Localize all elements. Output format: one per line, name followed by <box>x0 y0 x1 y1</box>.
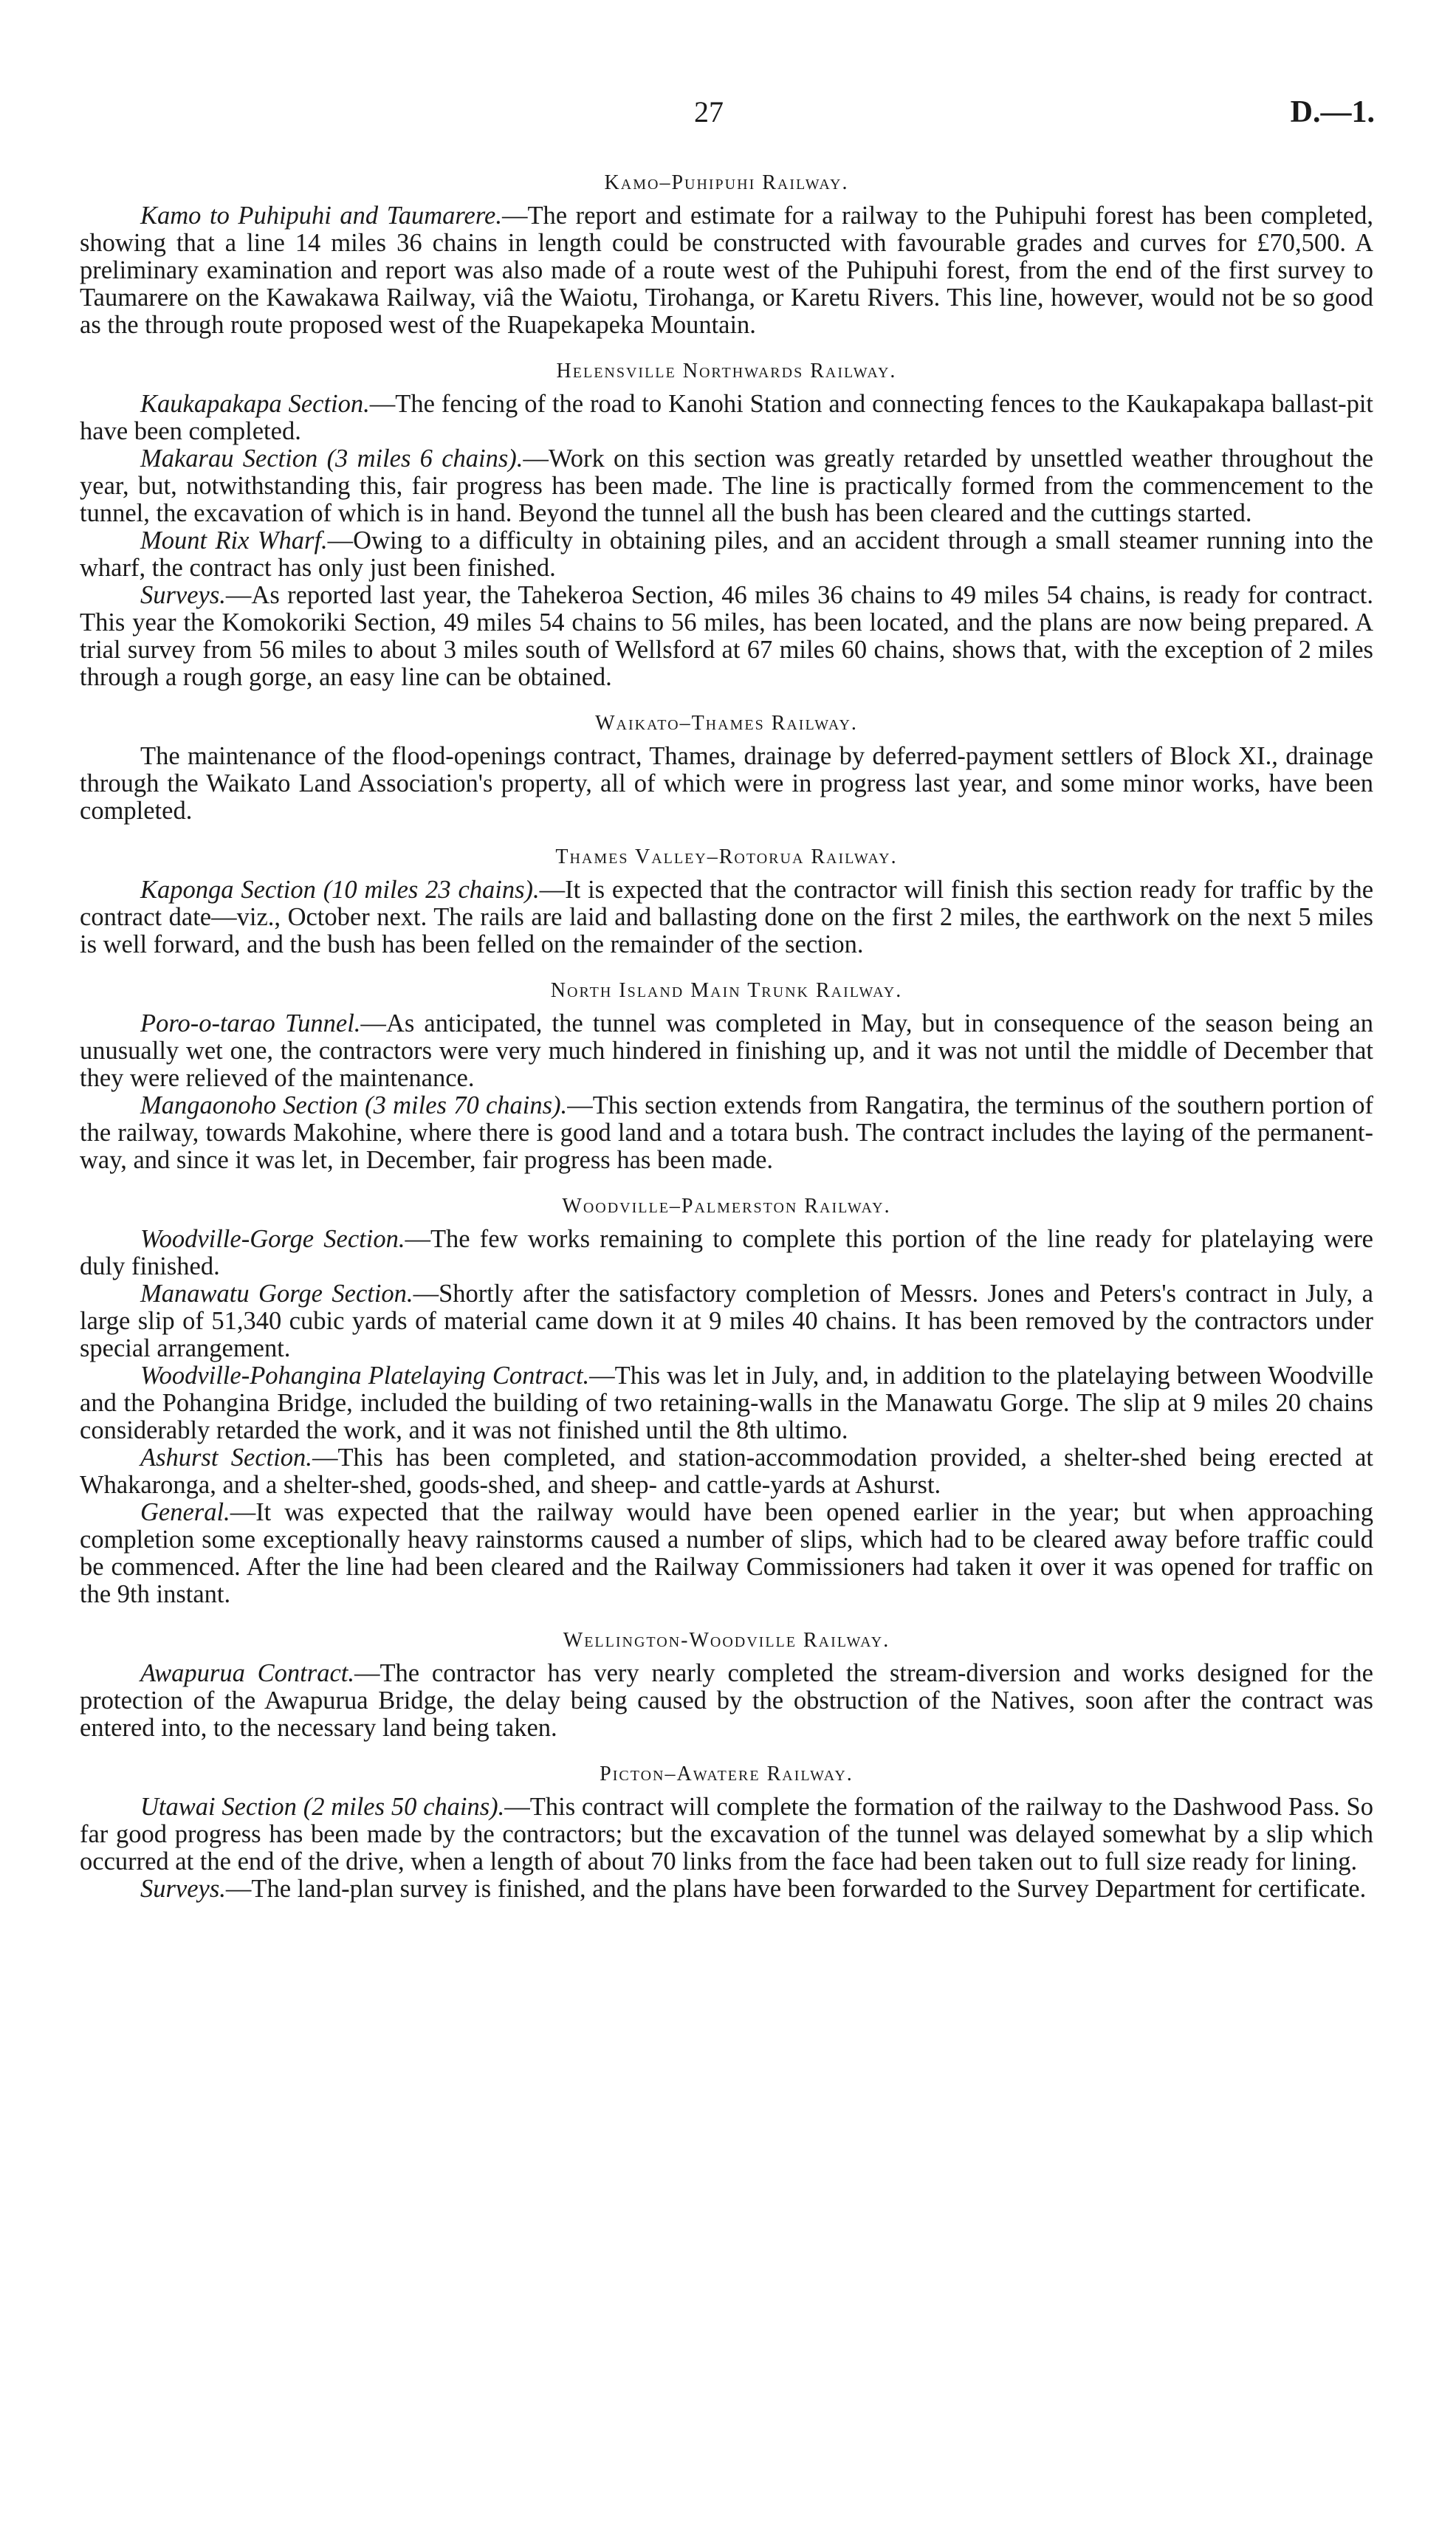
paragraph-lead: Awapurua Contract. <box>140 1659 354 1687</box>
paragraph-text: —Shortly after the satisfactory completion of Messrs. Jones and Peters's contract in July, a large slip of 51,340 cubic yards of material came down it at 9 miles 40 chains. It has been removed by the contractors under special arrangement. <box>80 1280 1373 1362</box>
paragraph <box>80 1499 1373 1608</box>
paragraph-lead: General. <box>140 1498 230 1526</box>
section-heading: North Island Main Trunk Railway. <box>550 979 903 1002</box>
paragraph-text: —As anticipated, the tunnel was completed in May, but in consequence of the season being an unusually wet one, the contractors were very much hindered in finishing up, and it was not until the middle of December that they were relieved of the maintenance. <box>80 1009 1373 1092</box>
paragraph-text: —It is expected that the contractor will finish this section ready for traffic by the contract date—viz., October next. The rails are laid and ballasting done on the first 2 miles, the earthwork on the next 5 miles is well forward, and the bush has been felled on the remainder of the section. <box>80 876 1374 958</box>
paragraph <box>80 202 1373 339</box>
paragraph <box>80 1444 1373 1499</box>
paragraph-lead: Ashurst Section. <box>140 1444 312 1472</box>
paragraph-lead: Surveys. <box>140 581 226 609</box>
section-helensville-northwards <box>80 357 1373 691</box>
paragraph-text: —The contractor has very nearly completed the stream-diversion and works designed for the protection of the Awapurua Bridge, the delay being caused by the obstruction of the Natives, soon after the contract was entered into, to the necessary land being taken. <box>80 1659 1373 1742</box>
section-picton-awatere <box>80 1760 1373 1903</box>
section-heading: Picton–Awatere Railway. <box>600 1763 854 1785</box>
document-reference: D.—1. <box>1290 95 1375 129</box>
paragraph-lead: Kaponga Section (10 miles 23 chains). <box>140 876 540 904</box>
paragraph-text: —Owing to a difficulty in obtaining piles, and an accident through a small steamer running into the wharf, the contract has only just been finished. <box>80 526 1373 582</box>
paragraph-lead: Woodville-Gorge Section. <box>140 1225 405 1253</box>
paragraph-text: —The report and estimate for a railway to the Puhipuhi forest has been completed, showing that a line 14 miles 36 chains in length could be constructed with favourable grades and curves for £70,500. A preliminary examination and report was also made of a route west of the Puhipuhi forest, from the end of the first survey to Taumarere on the Kawakawa Railway, viâ the Waiotu, Tirohanga, or Karetu Rivers. This line, however, would not be so good as the through route proposed west of the Ruapekapeka Mountain. <box>80 202 1373 339</box>
paragraph-text: —This section extends from Rangatira, the terminus of the southern portion of the railway, towards Makohine, where there is good land and a totara bush. The contract includes the laying of the permanent-way, and since it was let, in December, fair progress has been made. <box>80 1091 1373 1174</box>
paragraph <box>80 1010 1373 1092</box>
paragraph-text: —The land-plan survey is finished, and the plans have been forwarded to the Survey Department for certificate. <box>225 1875 1367 1903</box>
paragraph-text: —This was let in July, and, in addition to the platelaying between Woodville and the Pohangina Bridge, included the building of two retaining-walls in the Manawatu Gorge. The slip at 9 miles 20 chains considerably retarded the work, and it was not finished until the 8th ultimo. <box>80 1362 1374 1444</box>
paragraph <box>80 1092 1373 1174</box>
paragraph-lead: Kamo to Puhipuhi and Taumarere. <box>140 202 502 230</box>
section-heading: Waikato–Thames Railway. <box>595 712 858 735</box>
paragraph <box>80 743 1373 825</box>
paragraph-lead: Mangaonoho Section (3 miles 70 chains). <box>140 1091 568 1119</box>
paragraph <box>80 1226 1373 1280</box>
section-heading: Helensville Northwards Railway. <box>556 360 897 382</box>
paragraph-text: —This contract will complete the formation of the railway to the Dashwood Pass. So far good progress has been made by the contractors; but the excavation of the tunnel was delayed somewhat by a slip which occurred at the end of the drive, when a length of about 70 links from the face had been taken out to full size ready for lining. <box>80 1793 1373 1876</box>
section-heading: Kamo–Puhipuhi Railway. <box>604 171 849 194</box>
page-header <box>0 95 1456 139</box>
paragraph-text: —The fencing of the road to Kanohi Station and connecting fences to the Kaukapakapa ballast-pit have been completed. <box>80 390 1373 445</box>
section-north-island-main-trunk <box>80 976 1373 1174</box>
paragraph-lead: Utawai Section (2 miles 50 chains). <box>140 1793 505 1821</box>
section-woodville-palmerston <box>80 1192 1373 1608</box>
paragraph-lead: Surveys. <box>140 1875 226 1903</box>
paragraph <box>80 1280 1373 1362</box>
section-thames-valley-rotorua <box>80 843 1373 958</box>
paragraph-lead: Poro-o-tarao Tunnel. <box>140 1009 361 1037</box>
paragraph <box>80 1362 1373 1444</box>
section-wellington-woodville <box>80 1626 1373 1742</box>
section-kamo-puhipuhi <box>80 168 1373 339</box>
paragraph-lead: Makarau Section (3 miles 6 chains). <box>140 445 523 473</box>
paragraph-lead: Mount Rix Wharf. <box>140 526 328 555</box>
paragraph-lead: Manawatu Gorge Section. <box>140 1280 413 1308</box>
section-waikato-thames <box>80 709 1373 825</box>
paragraph <box>80 582 1373 691</box>
page-body <box>80 168 1373 1903</box>
paragraph <box>80 1794 1373 1876</box>
section-heading: Woodville–Palmerston Railway. <box>562 1195 891 1218</box>
paragraph-lead: Kaukapakapa Section. <box>140 390 370 418</box>
paragraph-lead: Woodville-Pohangina Platelaying Contract. <box>140 1362 590 1390</box>
section-heading: Wellington-Woodville Railway. <box>563 1629 890 1652</box>
paragraph-text: The maintenance of the flood-openings contract, Thames, drainage by deferred-payment settlers of Block XI., drainage through the Waikato Land Association's property, all of which were in progress last year, and some minor works, have been completed. <box>80 742 1373 825</box>
paragraph <box>80 1876 1373 1903</box>
paragraph-text: —This has been completed, and station-accommodation provided, a shelter-shed being erected at Whakaronga, and a shelter-shed, goods-shed, and sheep- and cattle-yards at Ashurst. <box>80 1444 1374 1499</box>
paragraph-text: —It was expected that the railway would have been opened earlier in the year; but when approaching completion some exceptionally heavy rainstorms caused a number of slips, which had to be cleared away before traffic could be commenced. After the line had been cleared and the Railway Commissioners had taken it over it was opened for traffic on the 9th instant. <box>80 1498 1373 1608</box>
paragraph-text: —The few works remaining to complete this portion of the line ready for platelaying were duly finished. <box>80 1225 1373 1280</box>
paragraph <box>80 391 1373 445</box>
paragraph-text: —Work on this section was greatly retarded by unsettled weather throughout the year, but, notwithstanding this, fair progress has been made. The line is practically formed from the commencement to the tunnel, the excavation of which is in hand. Beyond the tunnel all the bush has been cleared and the cuttings started. <box>80 445 1374 527</box>
paragraph <box>80 445 1373 527</box>
paragraph <box>80 527 1373 582</box>
page-number: 27 <box>694 95 724 128</box>
paragraph-text: —As reported last year, the Tahekeroa Section, 46 miles 36 chains to 49 miles 54 chains, is ready for contract. This year the Komokoriki Section, 49 miles 54 chains to 56 miles, has been located, and the plans are now being prepared. A trial survey from 56 miles to about 3 miles south of Wellsford at 67 miles 60 chains, shows that, with the exception of 2 miles through a rough gorge, an easy line can be obtained. <box>80 581 1373 691</box>
paragraph <box>80 876 1373 958</box>
section-heading: Thames Valley–Rotorua Railway. <box>555 845 898 868</box>
paragraph <box>80 1660 1373 1742</box>
